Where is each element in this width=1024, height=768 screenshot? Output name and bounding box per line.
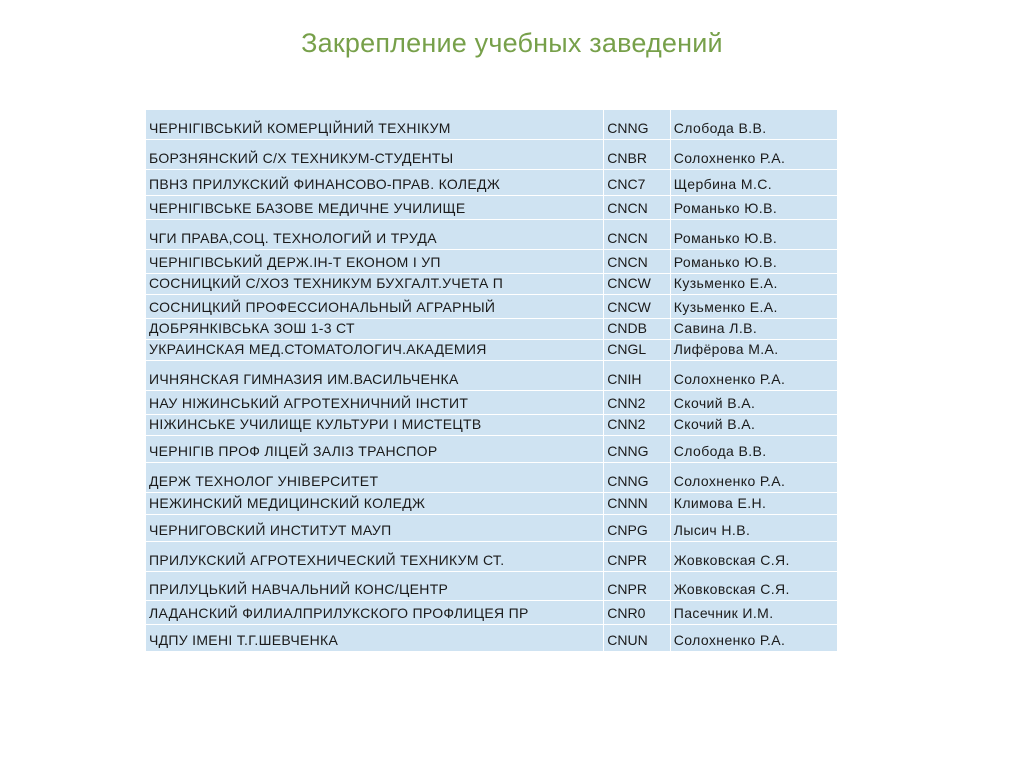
table-row xyxy=(146,515,838,542)
institution-code: CNNG xyxy=(604,110,670,140)
institution-code: CNN2 xyxy=(604,415,670,436)
responsible-person: Щербина М.С. xyxy=(670,170,837,196)
responsible-person: Слобода В.В. xyxy=(670,110,837,140)
responsible-person: Савина Л.В. xyxy=(670,319,837,340)
responsible-person: Романько Ю.В. xyxy=(670,250,837,274)
table-row xyxy=(146,170,838,196)
institution-code: CNCN xyxy=(604,220,670,250)
table-row xyxy=(146,415,838,436)
responsible-person: Лифёрова М.А. xyxy=(670,340,837,361)
table-row xyxy=(146,340,838,361)
responsible-person: Солохненко Р.А. xyxy=(670,140,837,170)
table-row xyxy=(146,625,838,652)
institution-code: CNGL xyxy=(604,340,670,361)
table-row xyxy=(146,436,838,463)
institution-name: ПРИЛУКСКИЙ АГРОТЕХНИЧЕСКИЙ ТЕХНИКУМ СТ. xyxy=(146,542,604,572)
table-row xyxy=(146,295,838,319)
institution-name: ПРИЛУЦЬКИЙ НАВЧАЛЬНИЙ КОНС/ЦЕНТР xyxy=(146,572,604,601)
responsible-person: Лысич Н.В. xyxy=(670,515,837,542)
institution-name: НІЖИНСЬКЕ УЧИЛИЩЕ КУЛЬТУРИ І МИСТЕЦТВ xyxy=(146,415,604,436)
schools-table xyxy=(145,109,838,652)
responsible-person: Климова Е.Н. xyxy=(670,493,837,515)
institution-code: CNNN xyxy=(604,493,670,515)
institution-name: СОСНИЦКИЙ ПРОФЕССИОНАЛЬНЫЙ АГРАРНЫЙ xyxy=(146,295,604,319)
institution-code: CNDB xyxy=(604,319,670,340)
responsible-person: Пасечник И.М. xyxy=(670,601,837,625)
institution-code: CNCW xyxy=(604,295,670,319)
table-row xyxy=(146,361,838,391)
schools-table-body xyxy=(146,110,838,652)
responsible-person: Солохненко Р.А. xyxy=(670,361,837,391)
institution-code: CNNG xyxy=(604,436,670,463)
institution-name: ЧЕРНІГІВСЬКИЙ КОМЕРЦІЙНИЙ ТЕХНІКУМ xyxy=(146,110,604,140)
institution-name: ДЕРЖ ТЕХНОЛОГ УНІВЕРСИТЕТ xyxy=(146,463,604,493)
institution-name: НЕЖИНСКИЙ МЕДИЦИНСКИЙ КОЛЕДЖ xyxy=(146,493,604,515)
institution-code: CNNG xyxy=(604,463,670,493)
institution-name: СОСНИЦКИЙ С/ХОЗ ТЕХНИКУМ БУХГАЛТ.УЧЕТА П xyxy=(146,274,604,295)
table-row xyxy=(146,572,838,601)
table-row xyxy=(146,220,838,250)
table-row xyxy=(146,319,838,340)
institution-name: ЧДПУ ІМЕНІ Т.Г.ШЕВЧЕНКА xyxy=(146,625,604,652)
institution-name: ЧЕРНИГОВСКИЙ ИНСТИТУТ МАУП xyxy=(146,515,604,542)
responsible-person: Кузьменко Е.А. xyxy=(670,295,837,319)
institution-name: ЧЕРНІГІВСЬКЕ БАЗОВЕ МЕДИЧНЕ УЧИЛИЩЕ xyxy=(146,196,604,220)
institution-name: ЧЕРНІГІВСЬКИЙ ДЕРЖ.ІН-Т ЕКОНОМ І УП xyxy=(146,250,604,274)
table-row xyxy=(146,140,838,170)
table-row xyxy=(146,250,838,274)
table-row xyxy=(146,601,838,625)
responsible-person: Слобода В.В. xyxy=(670,436,837,463)
institution-name: ДОБРЯНКІВСЬКА ЗОШ 1-3 СТ xyxy=(146,319,604,340)
institution-code: CNCW xyxy=(604,274,670,295)
institution-code: CNPR xyxy=(604,572,670,601)
institution-code: CNIH xyxy=(604,361,670,391)
responsible-person: Солохненко Р.А. xyxy=(670,463,837,493)
institution-name: ЛАДАНСКИЙ ФИЛИАЛПРИЛУКСКОГО ПРОФЛИЦЕЯ ПР xyxy=(146,601,604,625)
responsible-person: Романько Ю.В. xyxy=(670,220,837,250)
institution-name: ЧЕРНІГІВ ПРОФ ЛІЦЕЙ ЗАЛІЗ ТРАНСПОР xyxy=(146,436,604,463)
institution-code: CNPG xyxy=(604,515,670,542)
responsible-person: Романько Ю.В. xyxy=(670,196,837,220)
institution-code: CNR0 xyxy=(604,601,670,625)
institution-name: ИЧНЯНСКАЯ ГИМНАЗИЯ ИМ.ВАСИЛЬЧЕНКА xyxy=(146,361,604,391)
institution-code: CNCN xyxy=(604,196,670,220)
institution-code: CNUN xyxy=(604,625,670,652)
table-row xyxy=(146,391,838,415)
institution-name: НАУ НІЖИНСЬКИЙ АГРОТЕХНИЧНИЙ ІНСТИТ xyxy=(146,391,604,415)
institution-code: CNCN xyxy=(604,250,670,274)
table-row xyxy=(146,110,838,140)
table-row xyxy=(146,463,838,493)
institution-name: ПВНЗ ПРИЛУКСКИЙ ФИНАНСОВО-ПРАВ. КОЛЕДЖ xyxy=(146,170,604,196)
institution-name: ЧГИ ПРАВА,СОЦ. ТЕХНОЛОГИЙ И ТРУДА xyxy=(146,220,604,250)
table-row xyxy=(146,274,838,295)
institution-code: CNBR xyxy=(604,140,670,170)
institution-name: БОРЗНЯНСКИЙ С/Х ТЕХНИКУМ-СТУДЕНТЫ xyxy=(146,140,604,170)
responsible-person: Кузьменко Е.А. xyxy=(670,274,837,295)
table-row xyxy=(146,493,838,515)
responsible-person: Жовковская С.Я. xyxy=(670,542,837,572)
responsible-person: Солохненко Р.А. xyxy=(670,625,837,652)
responsible-person: Жовковская С.Я. xyxy=(670,572,837,601)
institution-code: CNC7 xyxy=(604,170,670,196)
institution-name: УКРАИНСКАЯ МЕД.СТОМАТОЛОГИЧ.АКАДЕМИЯ xyxy=(146,340,604,361)
responsible-person: Скочий В.А. xyxy=(670,415,837,436)
page-title: Закрепление учебных заведений xyxy=(301,28,723,58)
institution-code: CNN2 xyxy=(604,391,670,415)
table-row xyxy=(146,196,838,220)
responsible-person: Скочий В.А. xyxy=(670,391,837,415)
table-row xyxy=(146,542,838,572)
institution-code: CNPR xyxy=(604,542,670,572)
